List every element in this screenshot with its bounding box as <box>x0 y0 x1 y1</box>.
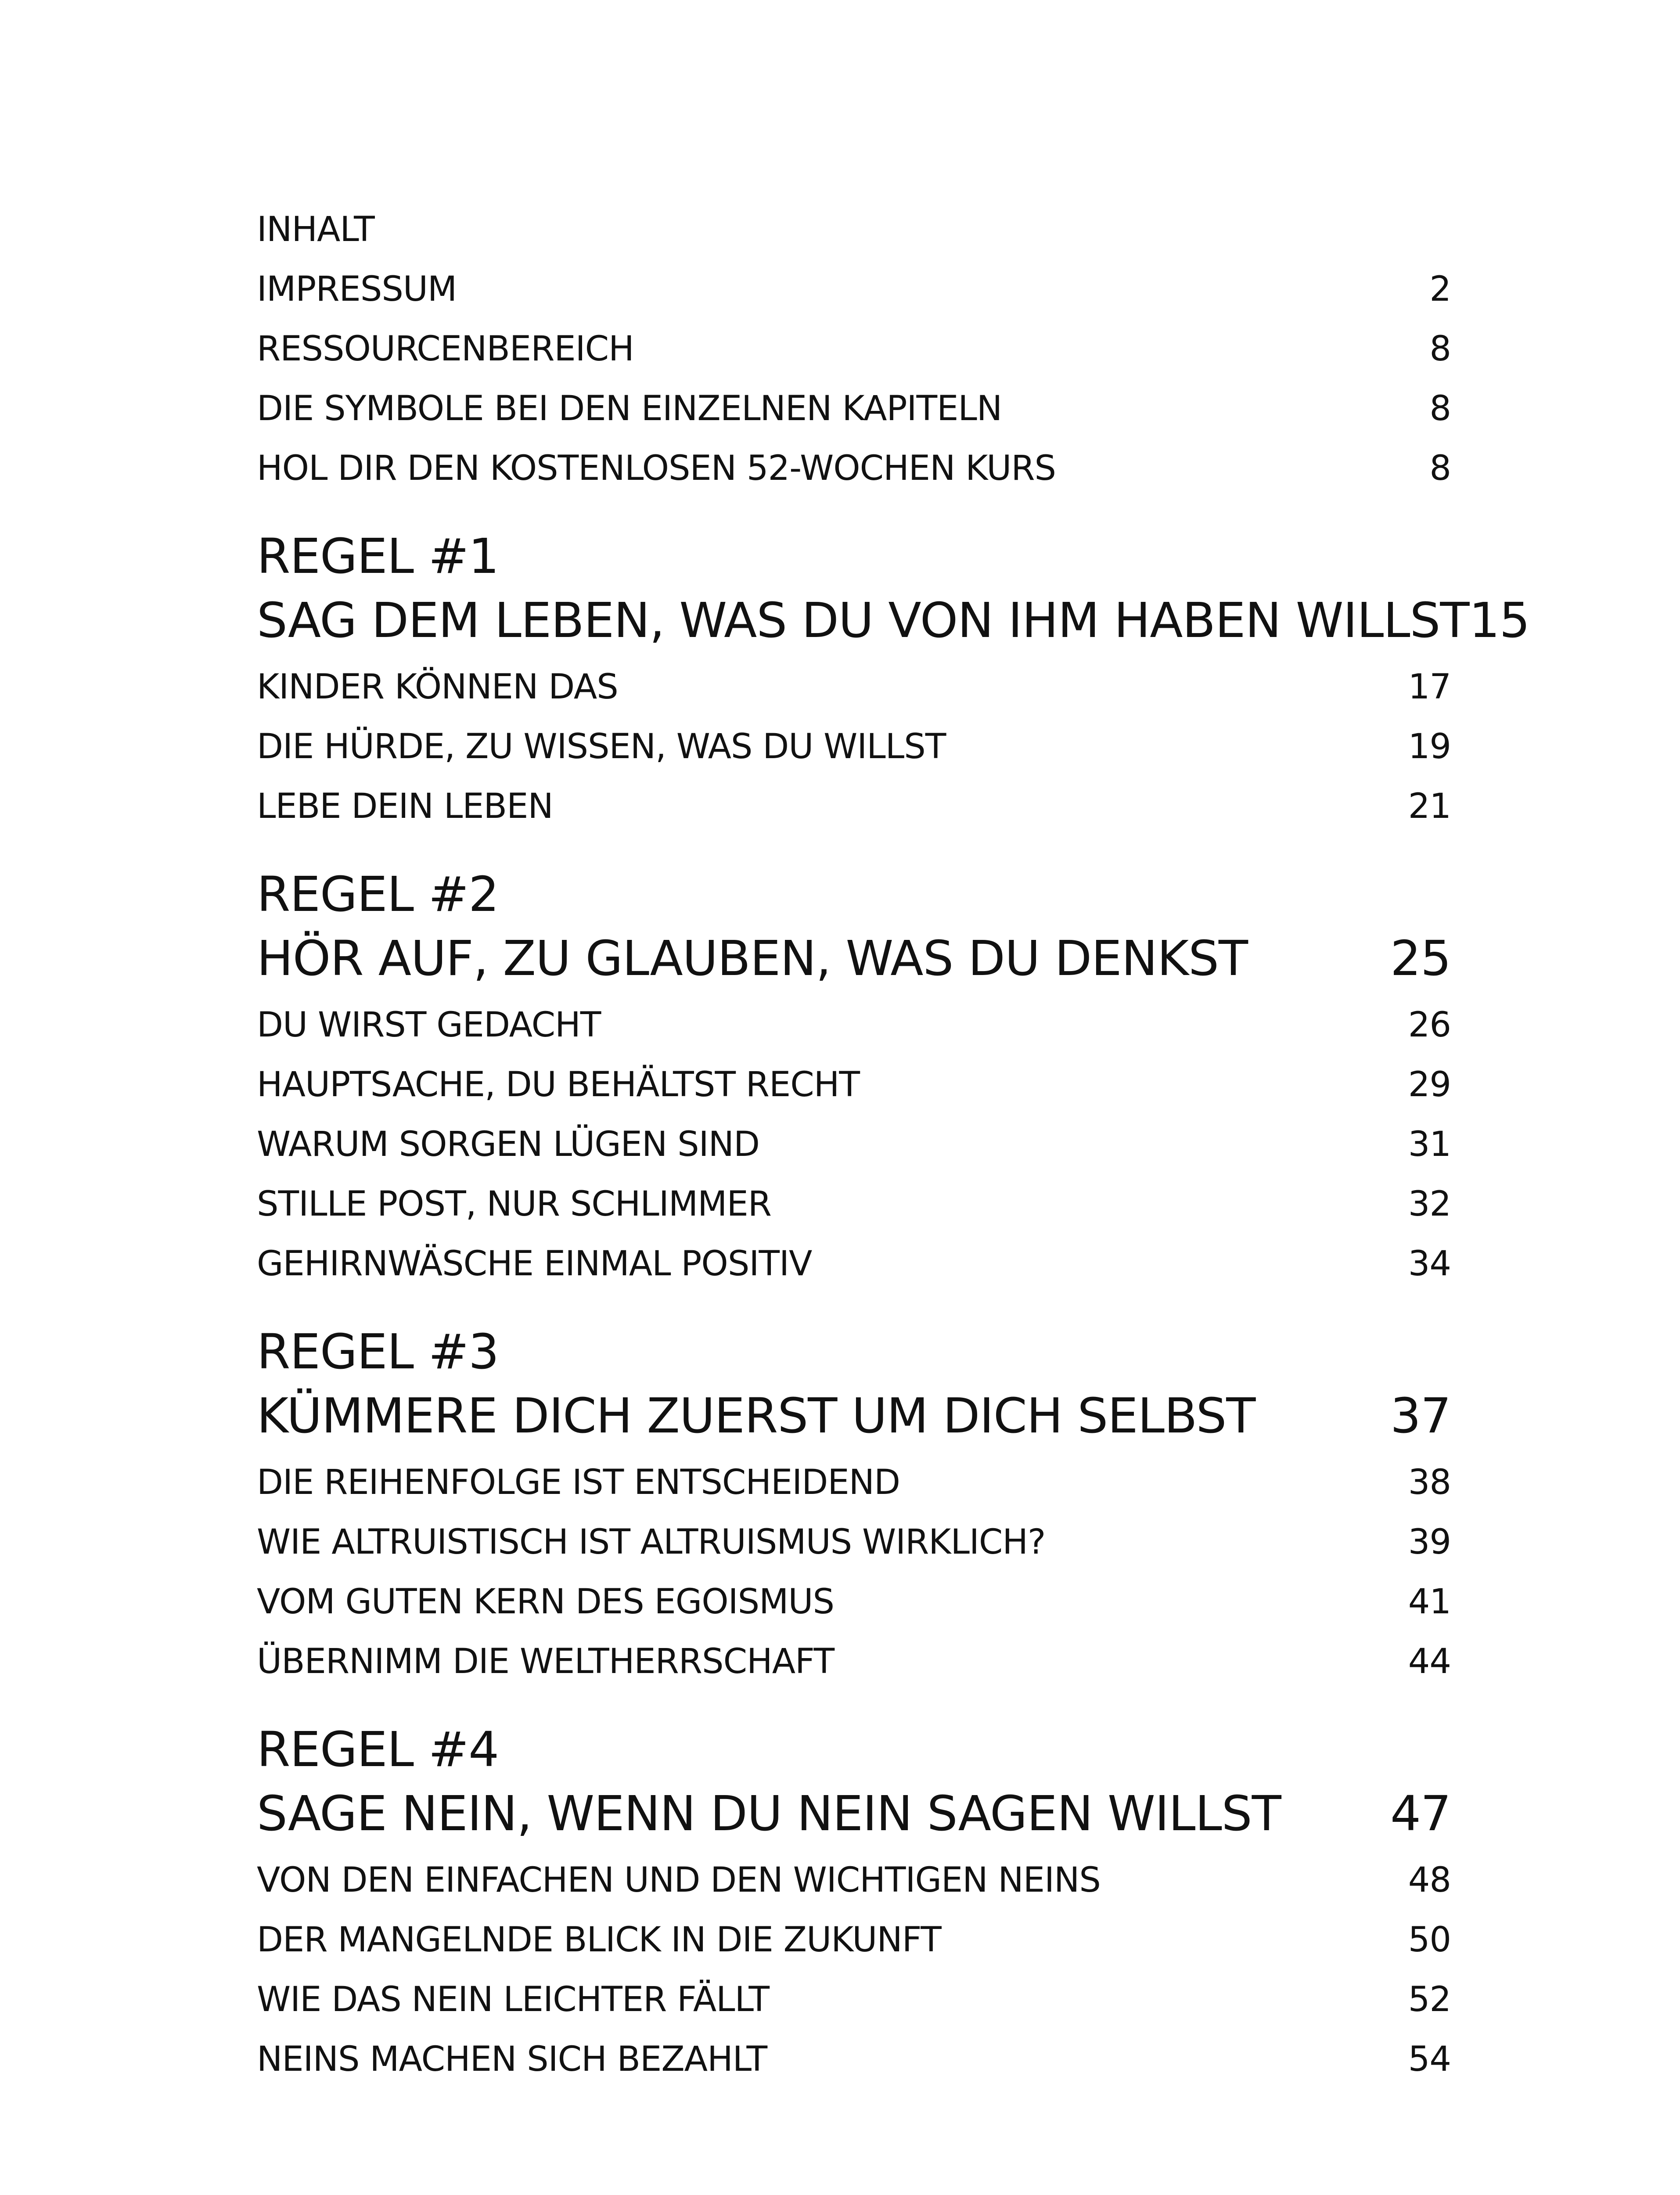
toc-entry[interactable] <box>257 1910 1451 1970</box>
toc-entry-title: DU WIRST GEDACHT <box>257 1005 601 1045</box>
toc-entry[interactable] <box>257 2029 1451 2089</box>
toc-entry-page: 39 <box>1408 1522 1451 1562</box>
toc-entry[interactable] <box>257 717 1451 777</box>
chapter-title-row[interactable] <box>257 587 1530 654</box>
toc-entry[interactable] <box>257 1115 1451 1174</box>
toc-heading-row <box>257 200 1451 259</box>
toc-entry-title: DER MANGELNDE BLICK IN DIE ZUKUNFT <box>257 1920 941 1960</box>
toc-entry-page: 19 <box>1408 727 1451 766</box>
toc-entry[interactable] <box>257 1970 1451 2029</box>
toc-entry-page: 26 <box>1408 1005 1451 1045</box>
toc-entry-title: KINDER KÖNNEN DAS <box>257 667 618 707</box>
toc-entry[interactable] <box>257 657 1451 717</box>
chapter-section <box>257 1719 1451 2089</box>
toc-entry-title: WIE ALTRUISTISCH IST ALTRUISMUS WIRKLICH? <box>257 1522 1046 1562</box>
toc-entry-page: 17 <box>1408 667 1451 707</box>
toc-entry-title: ÜBERNIMM DIE WELTHERRSCHAFT <box>257 1642 835 1681</box>
toc-entry-page: 44 <box>1408 1642 1451 1681</box>
toc-entry[interactable] <box>257 439 1451 498</box>
toc-entry[interactable] <box>257 1234 1451 1294</box>
chapter-page: 37 <box>1390 1388 1451 1444</box>
toc-entry-page: 48 <box>1408 1860 1451 1900</box>
toc-entry[interactable] <box>257 1632 1451 1691</box>
toc-entry-page: 41 <box>1408 1582 1451 1622</box>
toc-entry-page: 8 <box>1429 389 1451 428</box>
toc-entry[interactable] <box>257 319 1451 379</box>
toc-entry-page: 34 <box>1408 1244 1451 1284</box>
toc-entry[interactable] <box>257 1512 1451 1572</box>
toc-entry[interactable] <box>257 777 1451 836</box>
toc-entry-page: 29 <box>1408 1065 1451 1105</box>
toc-entry-title: GEHIRNWÄSCHE EINMAL POSITIV <box>257 1244 812 1284</box>
toc-entry-title: VON DEN EINFACHEN UND DEN WICHTIGEN NEINS <box>257 1860 1101 1900</box>
chapter-title: SAGE NEIN, WENN DU NEIN SAGEN WILLST <box>257 1785 1281 1842</box>
chapter-title-row[interactable] <box>257 1382 1451 1449</box>
toc-entry-title: IMPRESSUM <box>257 270 457 309</box>
toc-entry-title: WARUM SORGEN LÜGEN SIND <box>257 1125 760 1164</box>
toc-entry-title: DIE HÜRDE, ZU WISSEN, WAS DU WILLST <box>257 727 946 766</box>
chapter-page: 15 <box>1469 592 1530 648</box>
toc-entry-page: 52 <box>1408 1980 1451 2019</box>
toc-entry[interactable] <box>257 259 1451 319</box>
toc-entry-title: RESSOURCENBEREICH <box>257 329 634 369</box>
chapter-section <box>257 864 1451 1294</box>
toc-entry-title: STILLE POST, NUR SCHLIMMER <box>257 1184 771 1224</box>
toc-entry-page: 21 <box>1408 787 1451 826</box>
chapter-section <box>257 525 1530 836</box>
toc-entry-title: VOM GUTEN KERN DES EGOISMUS <box>257 1582 835 1622</box>
toc-entry[interactable] <box>257 1850 1451 1910</box>
toc-entry[interactable] <box>257 379 1451 439</box>
toc-entry-title: HAUPTSACHE, DU BEHÄLTST RECHT <box>257 1065 860 1105</box>
toc-entry-title: LEBE DEIN LEBEN <box>257 787 553 826</box>
chapter-title-row[interactable] <box>257 925 1451 992</box>
toc-entry-title: NEINS MACHEN SICH BEZAHLT <box>257 2040 767 2079</box>
toc-entry[interactable] <box>257 995 1451 1055</box>
toc-entry-title: WIE DAS NEIN LEICHTER FÄLLT <box>257 1980 769 2019</box>
chapter-kicker: REGEL #3 <box>257 1324 499 1380</box>
toc-entry-page: 8 <box>1429 329 1451 369</box>
chapter-page: 25 <box>1390 930 1451 986</box>
toc-entry-page: 8 <box>1429 449 1451 488</box>
chapter-title: HÖR AUF, ZU GLAUBEN, WAS DU DENKST <box>257 930 1248 986</box>
toc-entry-page: 50 <box>1408 1920 1451 1960</box>
chapter-page: 47 <box>1390 1785 1451 1842</box>
toc-entry-page: 32 <box>1408 1184 1451 1224</box>
toc-entry[interactable] <box>257 1055 1451 1115</box>
toc-entry[interactable] <box>257 1572 1451 1632</box>
front-matter-list <box>257 259 1451 498</box>
toc-entry-title: HOL DIR DEN KOSTENLOSEN 52-WOCHEN KURS <box>257 449 1056 488</box>
toc-heading: INHALT <box>257 210 374 249</box>
toc-entry-page: 31 <box>1408 1125 1451 1164</box>
chapter-kicker: REGEL #2 <box>257 866 499 922</box>
toc-entry-page: 2 <box>1429 270 1451 309</box>
toc-entry-page: 54 <box>1408 2040 1451 2079</box>
toc-entry-page: 38 <box>1408 1463 1451 1502</box>
chapter-kicker: REGEL #1 <box>257 528 499 584</box>
toc-entry-title: DIE SYMBOLE BEI DEN EINZELNEN KAPITELN <box>257 389 1002 428</box>
toc-entry-title: DIE REIHENFOLGE IST ENTSCHEIDEND <box>257 1463 900 1502</box>
chapter-title: KÜMMERE DICH ZUERST UM DICH SELBST <box>257 1388 1256 1444</box>
table-of-contents <box>257 200 1530 2089</box>
chapter-section <box>257 1321 1451 1691</box>
toc-entry[interactable] <box>257 1174 1451 1234</box>
chapter-kicker: REGEL #4 <box>257 1721 499 1778</box>
chapter-title: SAG DEM LEBEN, WAS DU VON IHM HABEN WILLST <box>257 592 1469 648</box>
toc-entry[interactable] <box>257 1453 1451 1512</box>
chapter-title-row[interactable] <box>257 1780 1451 1847</box>
